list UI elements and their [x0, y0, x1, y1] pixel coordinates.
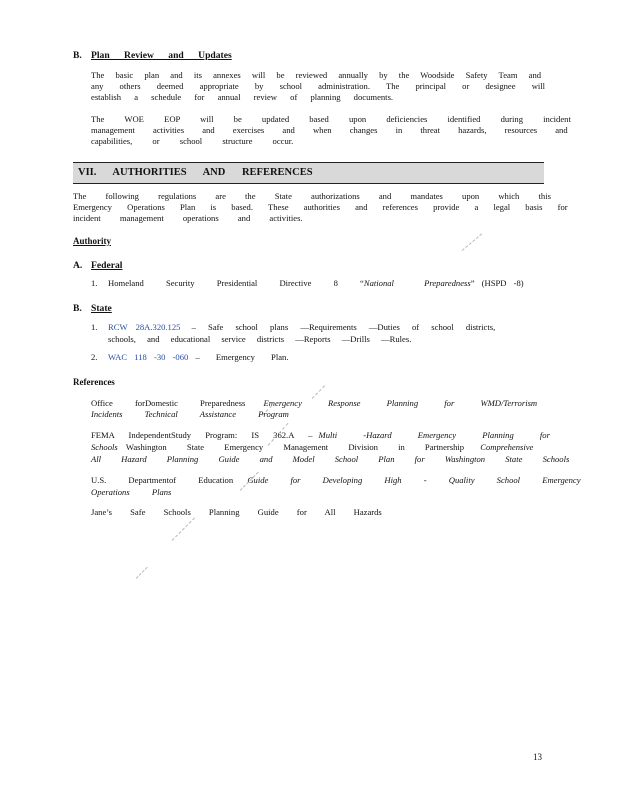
state-item1-line1: [108, 322, 495, 333]
ref2-italic: Multi -Hazard Emergency Planning for: [318, 430, 550, 440]
state-item1-number: 1.: [91, 322, 98, 332]
ref1-line2: Incidents Technical Assistance Program: [91, 409, 289, 419]
rcw-link[interactable]: RCW 28A.320.125: [108, 322, 181, 332]
ref2-line1: [91, 430, 550, 441]
ref4-line1: Jane’s Safe Schools Planning Guide for All Hazards: [91, 507, 382, 517]
ref2-line3: All Hazard Planning Guide and Model School Plan for Washington State Schools: [91, 454, 570, 464]
ref2-bullet: [75, 430, 82, 441]
ref1-bullet: [75, 398, 82, 409]
intro-line2: Emergency Operations Plan is based. These authorities and references provide a legal basis for: [73, 202, 568, 212]
section-vii-header-bar: [73, 162, 544, 184]
para1-line3: establish a schedule for annual review of planning documents.: [91, 92, 394, 102]
state-item2-line: [108, 352, 288, 363]
ref1-plain: Office forDomestic Preparedness: [91, 398, 246, 408]
section-b-letter: B.: [73, 50, 82, 61]
ref2-line2-italic-b: Comprehensive: [480, 442, 534, 452]
scan-mark: [462, 233, 483, 250]
federal-title: Federal: [91, 260, 123, 271]
scan-mark: [136, 567, 148, 579]
state-item2-text: – Emergency Plan.: [195, 352, 289, 362]
scan-mark: [172, 518, 195, 541]
para1-line1: The basic plan and its annexes will be reviewed annually by the Woodside Safety Team and: [91, 70, 542, 80]
section-vii-title: VII. AUTHORITIES AND REFERENCES: [78, 167, 313, 178]
section-b-title: [91, 50, 235, 61]
federal-item-number: 1.: [91, 278, 98, 288]
state-item2-number: 2.: [91, 352, 98, 362]
ref3-line2: Operations Plans: [91, 487, 172, 497]
para1-line2: any others deemed appropriate by school administration. The principal or designee will: [91, 81, 546, 91]
para2-line2: management activities and exercises and when changes in threat hazards, resources and: [91, 125, 568, 135]
ref1-line1: [91, 398, 538, 409]
federal-letter: A.: [73, 260, 83, 271]
plan-update-paragraph: [91, 114, 571, 147]
ref3-plain: U.S. Departmentof Education: [91, 475, 234, 485]
plan-review-paragraph: [91, 70, 546, 103]
ref4-bullet: [75, 507, 82, 518]
federal-item-tail: ” (HSPD -8): [470, 278, 524, 288]
references-heading: References: [73, 377, 115, 387]
authority-heading: Authority: [73, 236, 111, 246]
ref3-line1: [91, 475, 581, 486]
intro-line3: incident management operations and activities.: [73, 213, 303, 223]
section-vii-intro: [73, 191, 568, 224]
ref2-line2-plain: Washington State Emergency Management Division in Partnership: [125, 442, 465, 452]
ref3-bullet: [75, 475, 82, 486]
state-letter: B.: [73, 303, 82, 314]
state-item1-line2: schools, and educational service districts —Reports —Drills —Rules.: [108, 334, 412, 344]
section-b-title-text: Plan Review and Updates: [91, 50, 232, 61]
ref2-plain: FEMA IndependentStudy Program: IS 362.A –: [91, 430, 313, 440]
ref3-italic: Guide for Developing High - Quality School Emergency: [247, 475, 581, 485]
state-title: State: [91, 303, 112, 314]
para2-line1: The WOE EOP will be updated based upon deficiencies identified during incident: [91, 114, 571, 124]
federal-item-text: Homeland Security Presidential Directive 8 “: [108, 278, 364, 288]
page-number: 13: [533, 752, 542, 762]
intro-line1: The following regulations are the State authorizations and mandates upon which this: [73, 191, 551, 201]
ref1-italic: Emergency Response Planning for WMD/Terrorism: [263, 398, 538, 408]
state-item1-text1: – Safe school plans —Requirements —Duties of school districts,: [191, 322, 496, 332]
scan-mark: [312, 385, 325, 398]
wac-link[interactable]: WAC 118 -30 -060: [108, 352, 189, 362]
federal-item: [108, 278, 524, 289]
ref2-line2-italic-a: Schools: [91, 442, 118, 452]
federal-item-italic: National Preparedness: [363, 278, 471, 288]
ref2-line2: [91, 442, 533, 453]
para2-line3: capabilities, or school structure occur.: [91, 136, 294, 146]
